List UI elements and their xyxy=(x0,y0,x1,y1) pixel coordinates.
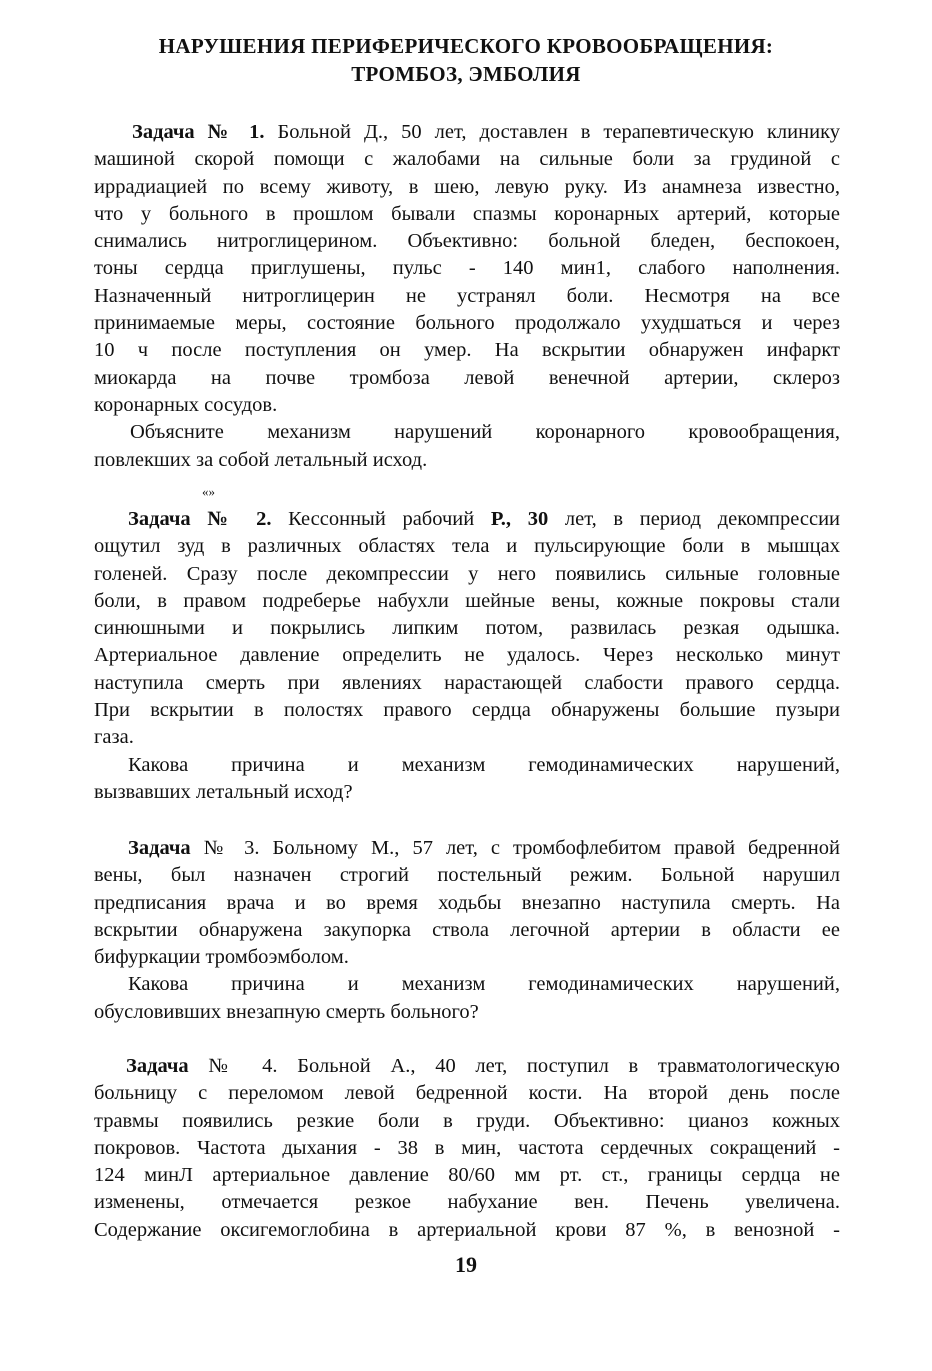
task-2-line-6: Артериальное давление определить не удалось. Через несколько минут xyxy=(94,644,840,667)
task-2-question-line-1: Какова причина и механизм гемодинамических нарушений, xyxy=(128,753,840,776)
task-1-line-10: миокарда на почве тромбоза левой венечной артерии, склероз xyxy=(94,366,840,389)
task-3-body xyxy=(94,835,840,1026)
task-1-line-5: снимались нитроглицерином. Объективно: больной бледен, беспокоен, xyxy=(94,230,840,253)
task-1-line-9: 10 ч после поступления он умер. На вскрытии обнаружен инфаркт xyxy=(94,339,840,362)
task-3-label: Задача xyxy=(128,837,191,859)
task-4-line-4: покровов. Частота дыхания - 38 в мин, частота сердечных сокращений - xyxy=(94,1136,840,1159)
task-1-line-7: Назначенный нитроглицерин не устранял боли. Несмотря на все xyxy=(94,284,840,307)
task-2-line-5: синюшными и покрылись липким потом, развилась резкая одышка. xyxy=(94,617,840,640)
task-1-line-6: тоны сердца приглушены, пульс - 140 мин1, слабого наполнения. xyxy=(94,257,840,280)
task-4-line-5: 124 минЛ артериальное давление 80/60 мм рт. ст., границы сердца не xyxy=(94,1164,840,1187)
task-4-body xyxy=(94,1053,840,1244)
task-2-line-8: При вскрытии в полостях правого сердца обнаружены большие пузыри xyxy=(94,699,840,722)
task-1-label: Задача № 1. xyxy=(132,121,265,143)
task-1-line-4: что у больного в прошлом бывали спазмы коронарных артерий, которые xyxy=(94,202,840,225)
task-2-line-3: голеней. Сразу после декомпрессии у него появились сильные головные xyxy=(94,562,840,585)
task-2-question-line-2: вызвавших летальный исход? xyxy=(94,780,353,803)
task-1-line-8: принимаемые меры, состояние больного продолжало ухудшаться и через xyxy=(94,312,840,335)
task-2-line-2: ощутил зуд в различных областях тела и пульсирующие боли в мышцах xyxy=(94,535,840,558)
page-number: 19 xyxy=(455,1252,477,1277)
task-1-body xyxy=(94,119,840,474)
task-3-line-4: вскрытии обнаружена закупорка ствола легочной артерии в области ее xyxy=(94,918,840,941)
page-title-line-1: НАРУШЕНИЯ ПЕРИФЕРИЧЕСКОГО КРОВООБРАЩЕНИЯ: xyxy=(158,34,774,58)
task-2-line-1a: Кессонный рабочий xyxy=(271,508,491,530)
task-1-line-1: Больной Д., 50 лет, доставлен в терапевтическую клинику xyxy=(264,121,840,143)
task-2-line-9: газа. xyxy=(94,726,134,749)
task-1-line-3: иррадиацией по всему животу, в шею, левую руку. Из анамнеза известно, xyxy=(94,175,840,198)
quote-mark: «» xyxy=(202,484,215,499)
task-4-line-6: изменены, отмечается резкое набухание вен. Печень увеличена. xyxy=(94,1191,840,1214)
task-3-line-5: бифуркации тромбоэмболом. xyxy=(94,946,349,969)
task-3-line-2: вены, был назначен строгий постельный режим. Больной нарушил xyxy=(94,864,840,887)
task-4-label: Задача xyxy=(126,1055,189,1077)
task-4-line-7: Содержание оксигемоглобина в артериальной крови 87 %, в венозной - xyxy=(94,1218,840,1241)
task-3-line-1: № 3. Больному М., 57 лет, с тромбофлебитом правой бедренной xyxy=(190,837,840,859)
task-4-line-1: № 4. Больной А., 40 лет, поступил в травматологическую xyxy=(188,1055,840,1077)
task-4-line-3: травмы появились резкие боли в груди. Объективно: цианоз кожных xyxy=(94,1109,840,1132)
task-2-body xyxy=(94,506,840,806)
task-2-line-4: боли, в правом подреберье набухли шейные вены, кожные покровы стали xyxy=(94,589,840,612)
task-1-question-line-2: повлекших за собой летальный исход. xyxy=(94,448,428,471)
task-2-label: Задача № 2. xyxy=(128,508,272,530)
task-3-question-line-1: Какова причина и механизм гемодинамических нарушений, xyxy=(128,973,840,996)
task-4-line-2: больницу с переломом левой бедренной кости. На второй день после xyxy=(94,1082,840,1105)
task-2-line-1b: Р., 30 xyxy=(490,508,549,530)
page-title-line-2: ТРОМБОЗ, ЭМБОЛИЯ xyxy=(351,62,581,86)
task-3-question-line-2: обусловивших внезапную смерть больного? xyxy=(94,1000,479,1023)
task-1-line-2: машиной скорой помощи с жалобами на сильные боли за грудиной с xyxy=(94,148,840,171)
task-2-line-1c: лет, в период декомпрессии xyxy=(548,508,841,530)
task-1-question-line-1: Объясните механизм нарушений коронарного кровообращения, xyxy=(130,421,840,444)
task-2-line-7: наступила смерть при явлениях нарастающей слабости правого сердца. xyxy=(94,671,840,694)
task-3-line-3: предписания врача и во время ходьбы внезапно наступила смерть. На xyxy=(94,891,840,914)
task-1-line-11: коронарных сосудов. xyxy=(94,393,278,416)
